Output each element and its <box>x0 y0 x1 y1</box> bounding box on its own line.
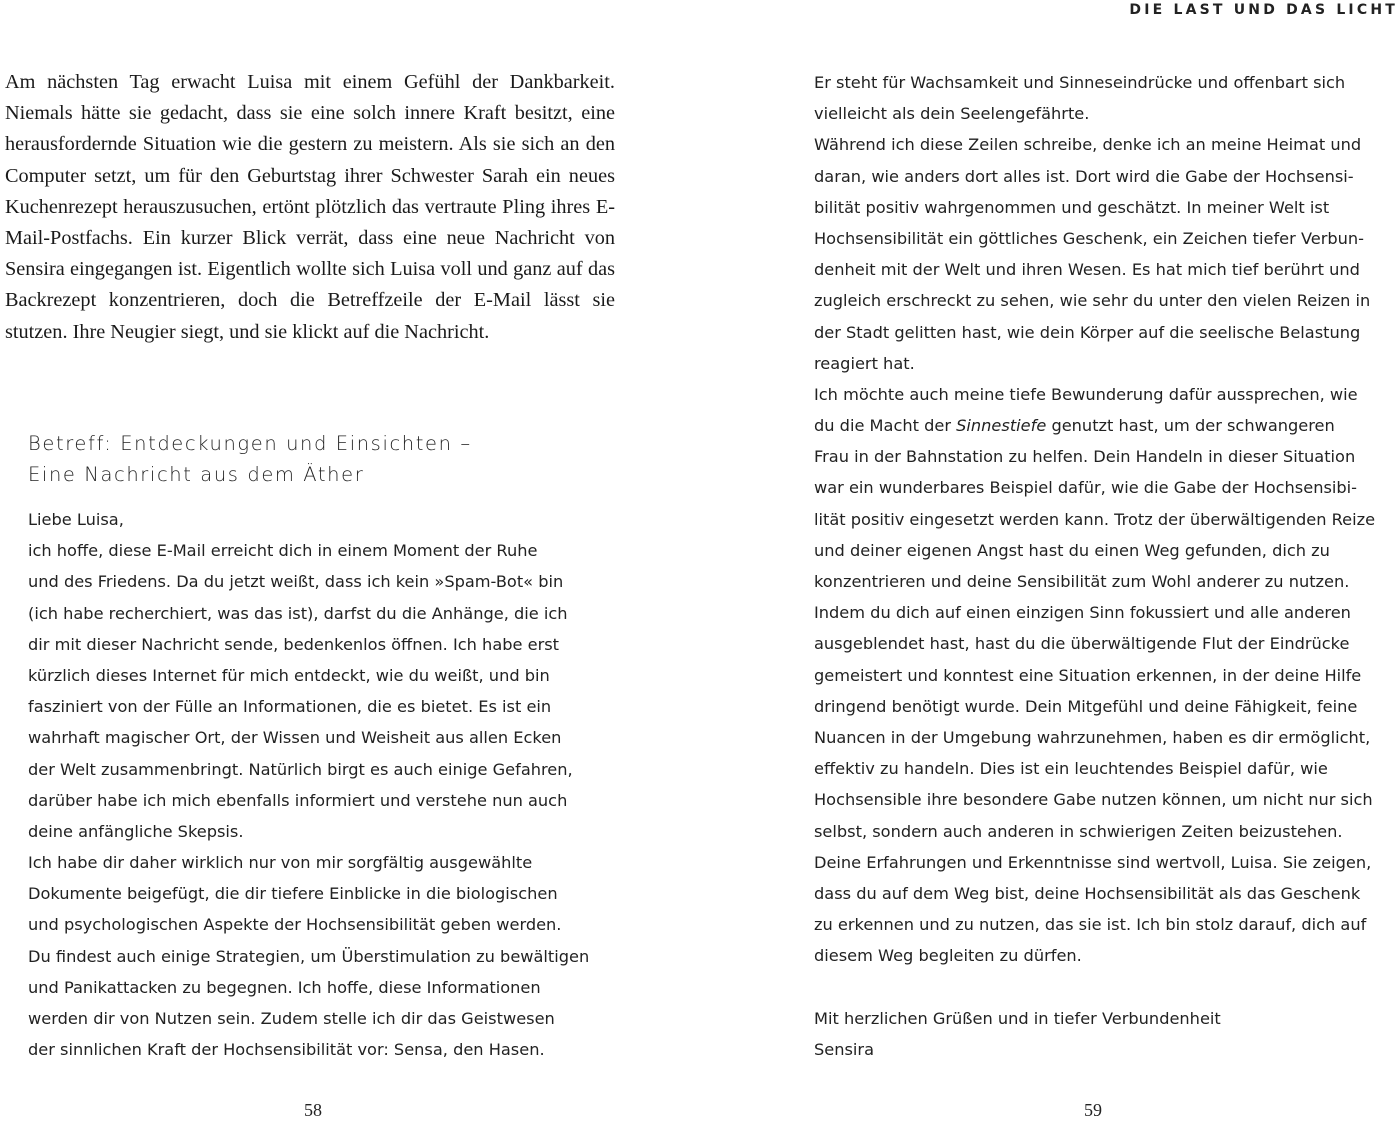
email-line: lität positiv eingesetzt werden kann. Trotz der überwältigenden Reize <box>814 509 1376 529</box>
email-subject <box>28 428 628 490</box>
email-line-part: genutzt hast, um der schwangeren <box>1046 416 1335 436</box>
email-line: zu erkennen und zu nutzen, das sie ist. Ich bin stolz darauf, dich auf <box>814 915 1367 935</box>
right-page <box>700 0 1400 1128</box>
email-line: dir mit dieser Nachricht sende, bedenkenlos öffnen. Ich habe erst <box>28 634 560 654</box>
email-line: zugleich erschreckt zu sehen, wie sehr du unter den vielen Reizen in <box>814 291 1371 311</box>
intro-paragraph: Am nächsten Tag erwacht Luisa mit einem Gefühl der Dankbarkeit. Niemals hätte sie gedacht, dass sie eine solch innere Kraft besitzt, eine herausfordernde Situation wie die gestern zu meistern. Als sie sich an den Computer setzt, um für den Geburtstag ihrer Schwester Sarah ein neues Kuchenrezept herauszusuchen, ertönt plötzlich das vertraute Pling ihres E-Mail-Postfachs. Ein kurzer Blick verrät, dass eine neue Nachricht von Sensira eingegangen ist. Eigentlich wollte sich Luisa voll und ganz auf das Backrezept konzentrieren, doch die Betreffzeile der E-Mail lässt sie stutzen. Ihre Neugier siegt, und sie klickt auf die Nachricht. <box>5 71 615 343</box>
email-line: ausgeblendet hast, hast du die überwältigende Flut der Eindrücke <box>814 634 1350 654</box>
email-subject-line: Betreff: Entdeckungen und Einsichten – <box>28 432 472 455</box>
email-line: der Welt zusammenbringt. Natürlich birgt es auch einige Gefahren, <box>28 759 573 779</box>
email-line: und psychologischen Aspekte der Hochsensibilität geben werden. <box>28 915 562 935</box>
email-line: Liebe Luisa, <box>28 510 124 529</box>
email-line: kürzlich dieses Internet für mich entdeckt, wie du weißt, und bin <box>28 665 550 685</box>
email-body-right <box>814 67 1394 1065</box>
email-line: gemeistert und konntest eine Situation erkennen, in der deine Hilfe <box>814 665 1362 685</box>
email-line: deine anfängliche Skepsis. <box>28 821 244 841</box>
email-line: dringend benötigt wurde. Dein Mitgefühl und deine Fähigkeit, feine <box>814 696 1358 716</box>
running-head: DIE LAST UND DAS LICHT <box>1129 2 1398 18</box>
email-line: effektiv zu handeln. Dies ist ein leuchtendes Beispiel dafür, wie <box>814 759 1328 779</box>
email-line: Ich habe dir daher wirklich nur von mir sorgfältig ausgewählte <box>28 853 533 873</box>
email-subject-line: Eine Nachricht aus dem Äther <box>28 463 365 486</box>
email-line: konzentrieren und deine Sensibilität zum Wohl anderer zu nutzen. <box>814 572 1350 591</box>
email-line: fasziniert von der Fülle an Informationen, die es bietet. Es ist ein <box>28 697 552 717</box>
email-line-part: du die Macht der <box>814 416 957 436</box>
email-line: und Panikattacken zu begegnen. Ich hoffe, diese Informationen <box>28 977 541 997</box>
page-number-left: 58 <box>304 1100 322 1120</box>
email-line: Ich möchte auch meine tiefe Bewunderung dafür aussprechen, wie <box>814 384 1358 404</box>
email-line: reagiert hat. <box>814 353 915 373</box>
email-line: Hochsensibilität ein göttliches Geschenk, ein Zeichen tiefer Verbun- <box>814 228 1365 248</box>
email-line: (ich habe recherchiert, was das ist), darfst du die Anhänge, die ich <box>28 603 568 623</box>
email-line: selbst, sondern auch anderen in schwierigen Zeiten beizustehen. <box>814 821 1343 841</box>
email-line-with-italic <box>814 410 1394 441</box>
email-line: Er steht für Wachsamkeit und Sinneseindrücke und offenbart sich <box>814 73 1346 92</box>
email-line: Dokumente beigefügt, die dir tiefere Einblicke in die biologischen <box>28 884 558 904</box>
page-number-right: 59 <box>1084 1100 1102 1120</box>
email-signature: Sensira <box>814 1039 874 1059</box>
email-line: der Stadt gelitten hast, wie dein Körper auf die seelische Belastung <box>814 322 1361 342</box>
email-line: diesem Weg begleiten zu dürfen. <box>814 946 1082 966</box>
email-line: wahrhaft magischer Ort, der Wissen und Weisheit aus allen Ecken <box>28 728 562 748</box>
email-line: werden dir von Nutzen sein. Zudem stelle ich dir das Geistwesen <box>28 1009 555 1028</box>
email-line: Nuancen in der Umgebung wahrzunehmen, haben es dir ermöglicht, <box>814 727 1371 747</box>
email-line: vielleicht als dein Seelengefährte. <box>814 104 1090 124</box>
email-line: Frau in der Bahnstation zu helfen. Dein Handeln in dieser Situation <box>814 447 1356 467</box>
email-line: und des Friedens. Da du jetzt weißt, dass ich kein »Spam-Bot« bin <box>28 572 564 592</box>
email-line: ich hoffe, diese E-Mail erreicht dich in einem Moment der Ruhe <box>28 541 538 561</box>
email-line: und deiner eigenen Angst hast du einen Weg gefunden, dich zu <box>814 540 1330 560</box>
email-line: Während ich diese Zeilen schreibe, denke ich an meine Heimat und <box>814 135 1362 155</box>
email-line: daran, wie anders dort alles ist. Dort wird die Gabe der Hochsensi- <box>814 166 1354 186</box>
email-line: denheit mit der Welt und ihren Wesen. Es hat mich tief berührt und <box>814 260 1360 280</box>
email-line: darüber habe ich mich ebenfalls informiert und verstehe nun auch <box>28 790 568 810</box>
blank-line <box>814 971 1394 1002</box>
email-body-left <box>28 504 628 1065</box>
email-line: Indem du dich auf einen einzigen Sinn fokussiert und alle anderen <box>814 603 1351 623</box>
email-line: dass du auf dem Weg bist, deine Hochsensibilität als das Geschenk <box>814 883 1361 903</box>
email-line: Hochsensible ihre besondere Gabe nutzen können, um nicht nur sich <box>814 790 1373 810</box>
email-line: bilität positiv wahrgenommen und geschätzt. In meiner Welt ist <box>814 197 1330 217</box>
italic-term: Sinnestiefe <box>956 416 1047 436</box>
email-line: der sinnlichen Kraft der Hochsensibilität vor: Sensa, den Hasen. <box>28 1040 545 1060</box>
email-line: war ein wunderbares Beispiel dafür, wie die Gabe der Hochsensibi- <box>814 478 1358 498</box>
email-line: Deine Erfahrungen und Erkenntnisse sind wertvoll, Luisa. Sie zeigen, <box>814 852 1372 872</box>
email-closing: Mit herzlichen Grüßen und in tiefer Verbundenheit <box>814 1008 1221 1028</box>
email-line: Du findest auch einige Strategien, um Überstimulation zu bewältigen <box>28 946 590 966</box>
